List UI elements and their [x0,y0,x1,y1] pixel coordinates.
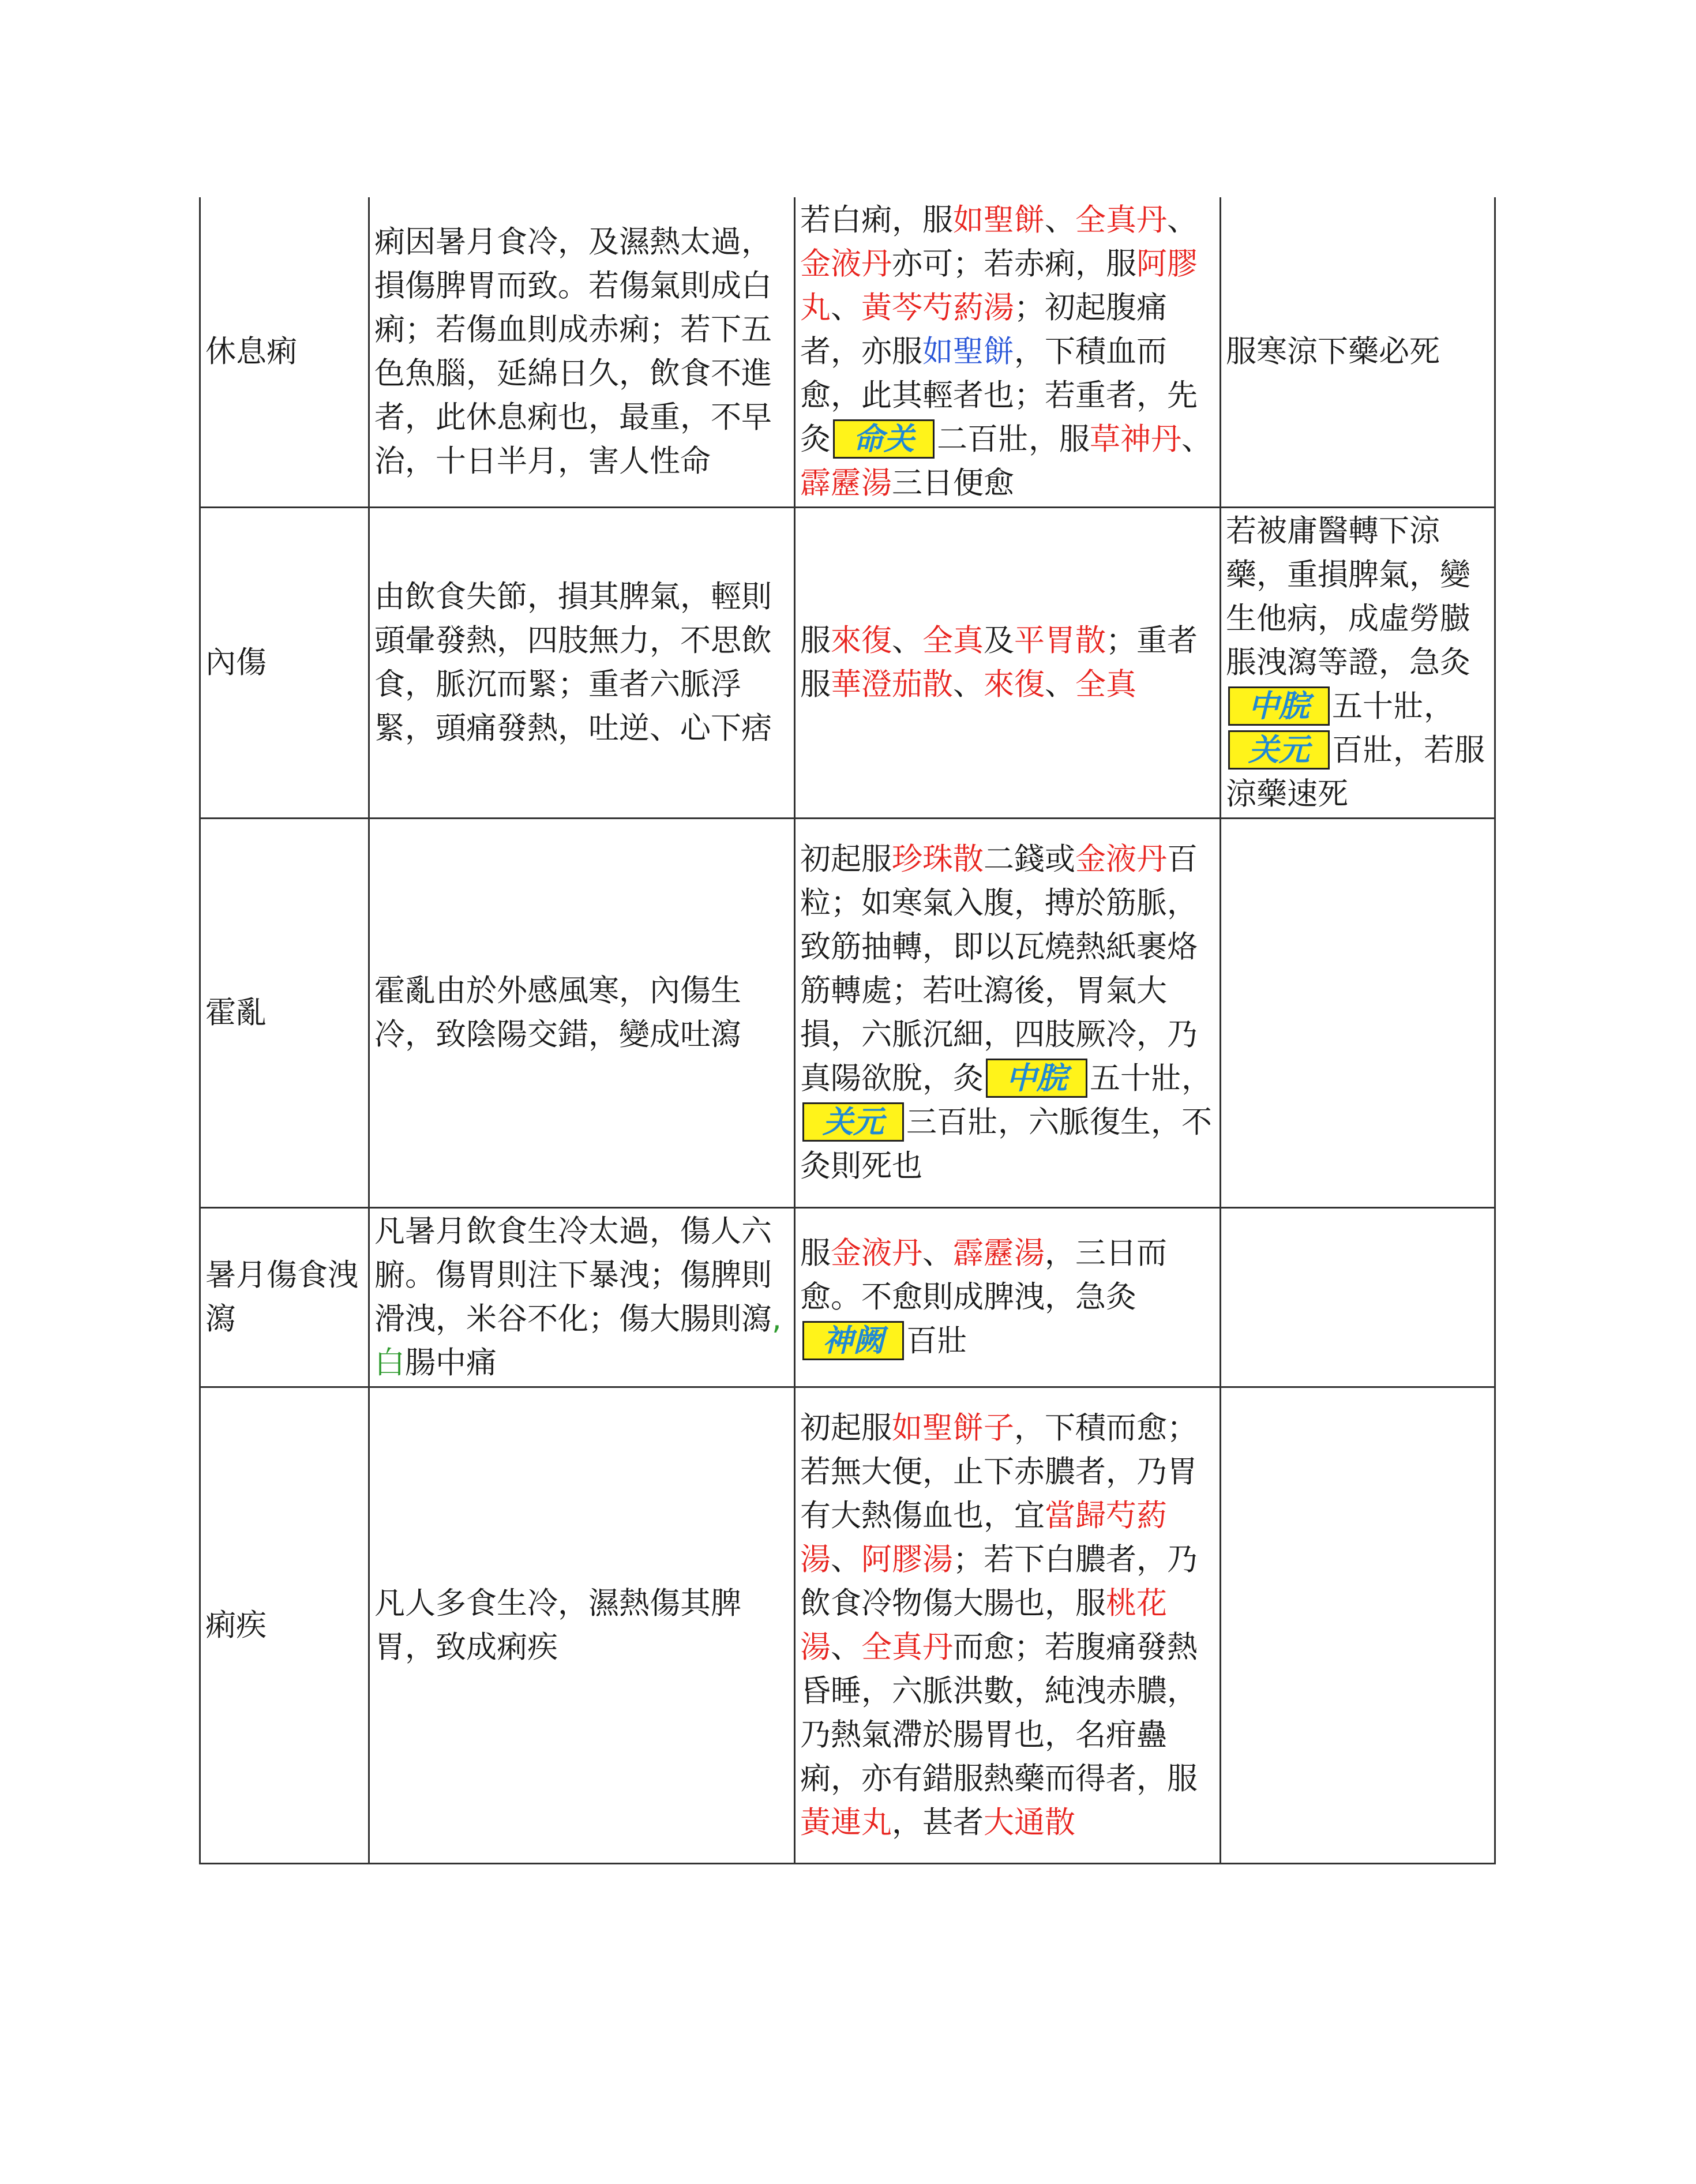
acupoint-highlight: 中脘 [1228,686,1330,726]
medicine-name: 阿膠丸 [800,246,1198,325]
green-text: , 白 [374,1301,782,1380]
medicine-name: 平胃散 [1014,623,1106,658]
medicine-name: 如聖餅子 [892,1410,1014,1446]
medicine-name: 大通散 [984,1804,1075,1840]
treatment-cell: 若白痢，服如聖餅、全真丹、金液丹亦可；若赤痢，服阿膠丸、黃芩芍葯湯；初起腹痛者，亦服如聖餅，下積血而愈，此其輕者也；若重者，先灸 命关 二百壯，服草神丹、霹靂湯三日便愈 [795,197,1221,508]
disease-cause: 痢因暑月食冷，及濕熱太過，損傷脾胃而致。若傷氣則成白痢；若傷血則成赤痢；若下五色魚腦，延綿日久，飲食不進者，此休息痢也，最重，不早治，十日半月，害人性命 [369,197,795,508]
medicine-name: 黃連丸 [800,1804,892,1840]
disease-name: 休息痢 [200,197,369,508]
medicine-name: 如聖餅 [922,334,1014,369]
medicine-name: 全真丹 [861,1629,953,1665]
table-row [200,197,1495,508]
treatment-cell: 初起服珍珠散二錢或金液丹百粒；如寒氣入腹，搏於筋脈，致筋抽轉，即以瓦燒熱紙裹烙筋轉處；若吐瀉後，胃氣大損，六脈沉細，四肢厥冷，乃真陽欲脫，灸 中脘 五十壯，关元 三百壯，六脈復生，不灸則死也 [795,819,1221,1208]
medicine-name: 全真 [1075,667,1136,702]
medicine-name: 霹靂湯 [800,466,892,501]
medicine-name: 如聖餅 [953,202,1045,238]
disease-name: 內傷 [200,508,369,819]
disease-cause: 凡暑月飲食生冷太過，傷人六腑。傷胃則注下暴洩；傷脾則滑洩，米谷不化；傷大腸則瀉, 白腸中痛 [369,1208,795,1387]
medicine-name: 金液丹 [1075,842,1167,877]
symptom-table [199,197,1496,1864]
treatment-cell: 服來復、全真及平胃散；重者服華澄茄散、來復、全真 [795,508,1221,819]
medicine-name: 桃花湯 [800,1585,1167,1665]
medicine-name: 金液丹 [800,246,892,282]
acupoint-highlight: 命关 [833,419,935,459]
disease-name: 暑月傷食洩瀉 [200,1208,369,1387]
table-row [200,1208,1495,1387]
medicine-name: 全真 [922,623,984,658]
medicine-name: 金液丹 [831,1236,922,1271]
table-row [200,1387,1495,1864]
acupoint-highlight: 关元 [802,1102,904,1142]
disease-name: 霍亂 [200,819,369,1208]
acupoint-highlight: 关元 [1228,730,1330,770]
medicine-name: 全真丹 [1075,202,1167,238]
acupoint-highlight: 神阙 [802,1321,904,1360]
warning-note: 服寒涼下藥必死 [1221,197,1495,508]
medicine-name: 華澄茄散 [831,667,953,702]
warning-note [1221,1387,1495,1864]
medicine-name: 當歸芍葯湯 [800,1498,1167,1577]
medicine-name: 草神丹 [1090,422,1181,457]
medicine-name: 珍珠散 [892,842,984,877]
medicine-name: 黃芩芍葯湯 [861,290,1014,325]
table-row [200,819,1495,1208]
table-row [200,508,1495,819]
warning-note: 若被庸醫轉下涼藥，重損脾氣，變生他病，成虛勞臌脹洩瀉等證，急灸中脘 五十壯，关元 百壯，若服涼藥速死 [1221,508,1495,819]
treatment-cell: 初起服如聖餅子，下積而愈；若無大便，止下赤膿者，乃胃有大熱傷血也，宜當歸芍葯湯、阿膠湯；若下白膿者，乃飲食冷物傷大腸也，服桃花湯、全真丹而愈；若腹痛發熱昏睡，六脈洪數，純洩赤膿，乃熱氣滯於腸胃也，名疳蠱痢，亦有錯服熱藥而得者，服黃連丸，甚者大通散 [795,1387,1221,1864]
medicine-name: 霹靂湯 [953,1236,1045,1271]
medicine-name: 來復 [984,667,1045,702]
medicine-name: 來復 [831,623,892,658]
disease-cause: 霍亂由於外感風寒，內傷生冷，致陰陽交錯，變成吐瀉 [369,819,795,1208]
disease-cause: 凡人多食生冷，濕熱傷其脾胃，致成痢疾 [369,1387,795,1864]
warning-note [1221,819,1495,1208]
disease-name: 痢疾 [200,1387,369,1864]
acupoint-highlight: 中脘 [986,1059,1087,1098]
warning-note [1221,1208,1495,1387]
disease-cause: 由飲食失節，損其脾氣，輕則頭暈發熱，四肢無力，不思飲食，脈沉而緊；重者六脈浮緊，頭痛發熱，吐逆、心下痞 [369,508,795,819]
treatment-cell: 服金液丹、霹靂湯，三日而愈。不愈則成脾洩，急灸神阙 百壯 [795,1208,1221,1387]
medicine-name: 阿膠湯 [861,1541,953,1577]
